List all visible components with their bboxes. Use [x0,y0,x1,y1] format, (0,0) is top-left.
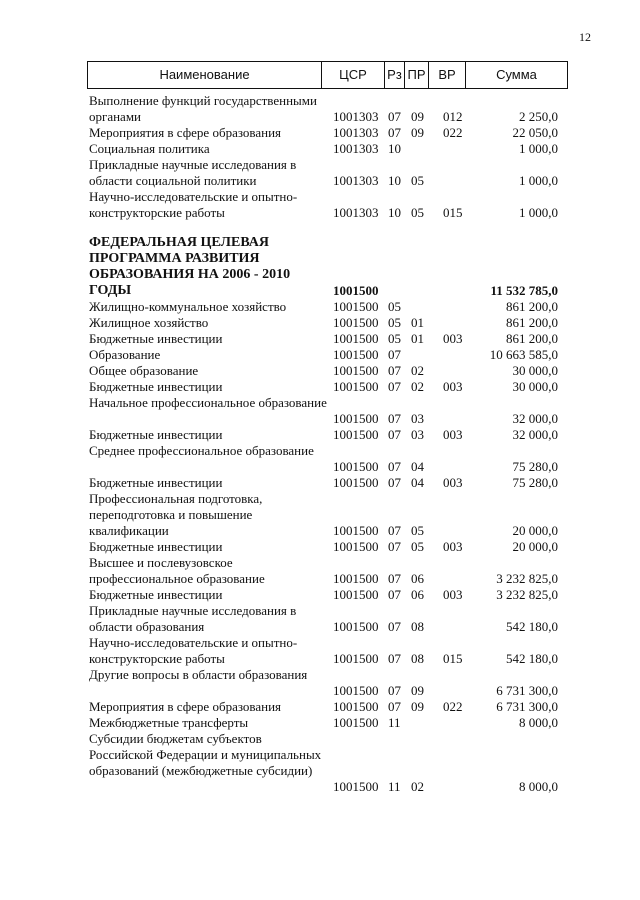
row-sum: 542 180,0 [506,651,558,666]
row-rz: 07 [388,571,401,586]
table-row [0,555,640,587]
row-csr: 1001500 [333,283,379,298]
row-name: ФЕДЕРАЛЬНАЯ ЦЕЛЕВАЯ ПРОГРАММА РАЗВИТИЯ ОБРАЗОВАНИЯ НА 2006 - 2010 ГОДЫ [89,235,291,298]
row-name: Бюджетные инвестиции [89,587,223,602]
table-row [0,299,640,315]
row-pr: 05 [411,539,424,554]
row-csr: 1001500 [333,619,379,634]
row-pr: 03 [411,411,424,426]
row-csr: 1001500 [333,459,379,474]
row-pr: 09 [411,109,424,124]
row-sum: 75 280,0 [512,459,558,474]
row-name: Субсидии бюджетам субъектов Российской Федерации и муниципальных образований (межбюджетные субсидии) [89,731,322,778]
row-rz: 07 [388,539,401,554]
row-pr: 02 [411,779,424,794]
table-row [0,347,640,363]
table-row [0,539,640,555]
row-rz: 05 [388,315,401,330]
row-csr: 1001500 [333,347,379,362]
row-csr: 1001500 [333,299,379,314]
row-sum: 22 050,0 [512,125,558,140]
row-pr: 04 [411,475,424,490]
row-sum: 861 200,0 [506,315,558,330]
row-csr: 1001500 [333,331,379,346]
row-name: Образование [89,347,161,362]
row-name: Среднее профессиональное образование [89,443,314,458]
row-rz: 07 [388,363,401,378]
table-row [0,427,640,443]
table-row [0,715,640,731]
row-sum: 8 000,0 [519,715,558,730]
row-name: Прикладные научные исследования в области образования [89,603,297,634]
row-csr: 1001303 [333,109,379,124]
row-pr: 03 [411,427,424,442]
row-sum: 32 000,0 [512,427,558,442]
row-name: Прикладные научные исследования в области социальной политики [89,157,297,188]
row-sum: 11 532 785,0 [490,283,558,298]
table-row [0,443,640,475]
table-row [0,189,640,221]
row-rz: 07 [388,427,401,442]
row-sum: 8 000,0 [519,779,558,794]
row-rz: 05 [388,299,401,314]
row-rz: 07 [388,587,401,602]
table-row-section [0,235,640,299]
row-csr: 1001303 [333,141,379,156]
row-vr: 015 [443,205,463,220]
row-rz: 07 [388,619,401,634]
row-csr: 1001500 [333,411,379,426]
row-name: Начальное профессиональное образование [89,395,327,410]
row-sum: 3 232 825,0 [496,587,558,602]
row-name: Научно-исследовательские и опытно-конструкторские работы [89,635,298,666]
header-vr: ВР [428,62,465,88]
row-pr: 04 [411,459,424,474]
row-name: Социальная политика [89,141,210,156]
row-name: Жилищное хозяйство [89,315,209,330]
row-sum: 32 000,0 [512,411,558,426]
row-pr: 02 [411,379,424,394]
table-row [0,125,640,141]
row-csr: 1001500 [333,715,379,730]
row-csr: 1001303 [333,125,379,140]
row-sum: 75 280,0 [512,475,558,490]
row-sum: 861 200,0 [506,331,558,346]
row-csr: 1001500 [333,315,379,330]
row-pr: 06 [411,587,424,602]
row-pr: 09 [411,699,424,714]
row-vr: 015 [443,651,463,666]
row-name: Межбюджетные трансферты [89,715,249,730]
row-csr: 1001500 [333,779,379,794]
table-row [0,157,640,189]
row-rz: 07 [388,475,401,490]
row-pr: 05 [411,173,424,188]
row-name: Мероприятия в сфере образования [89,699,282,714]
table-row [0,363,640,379]
table-row [0,379,640,395]
row-sum: 10 663 585,0 [489,347,558,362]
table-row [0,395,640,427]
row-sum: 1 000,0 [519,205,558,220]
row-rz: 07 [388,699,401,714]
row-vr: 003 [443,539,463,554]
table-row [0,475,640,491]
row-sum: 542 180,0 [506,619,558,634]
row-rz: 10 [388,173,401,188]
row-vr: 003 [443,427,463,442]
row-csr: 1001500 [333,539,379,554]
row-name: Бюджетные инвестиции [89,539,223,554]
row-sum: 6 731 300,0 [496,683,558,698]
row-pr: 01 [411,315,424,330]
table-header [87,61,568,89]
row-csr: 1001500 [333,651,379,666]
row-rz: 11 [388,779,401,794]
row-pr: 09 [411,683,424,698]
table-row [0,603,640,635]
row-name: Бюджетные инвестиции [89,331,223,346]
header-csr: ЦСР [321,62,384,88]
row-vr: 003 [443,379,463,394]
row-name: Жилищно-коммунальное хозяйство [89,299,287,314]
row-name: Другие вопросы в области образования [89,667,308,682]
page-number: 12 [579,30,591,44]
row-rz: 07 [388,109,401,124]
row-csr: 1001500 [333,523,379,538]
row-csr: 1001500 [333,683,379,698]
table-row [0,667,640,699]
header-sum: Сумма [465,62,567,88]
row-sum: 20 000,0 [512,539,558,554]
row-sum: 1 000,0 [519,173,558,188]
row-sum: 2 250,0 [519,109,558,124]
row-pr: 05 [411,523,424,538]
header-pr: ПР [404,62,428,88]
table-row [0,93,640,125]
row-csr: 1001500 [333,587,379,602]
row-csr: 1001500 [333,379,379,394]
row-vr: 012 [443,109,463,124]
row-sum: 20 000,0 [512,523,558,538]
table-row [0,141,640,157]
row-rz: 07 [388,379,401,394]
row-name: Выполнение функций государственными органами [89,93,317,124]
row-sum: 30 000,0 [512,363,558,378]
row-name: Бюджетные инвестиции [89,427,223,442]
row-rz: 07 [388,459,401,474]
row-name: Научно-исследовательские и опытно-конструкторские работы [89,189,298,220]
row-sum: 30 000,0 [512,379,558,394]
row-rz: 07 [388,683,401,698]
header-name: Наименование [159,67,250,82]
row-vr: 003 [443,475,463,490]
row-rz: 05 [388,331,401,346]
row-rz: 10 [388,205,401,220]
row-name: Общее образование [89,363,199,378]
row-rz: 07 [388,651,401,666]
table-body [0,93,640,795]
table-row [0,491,640,539]
row-sum: 6 731 300,0 [496,699,558,714]
row-sum: 3 232 825,0 [496,571,558,586]
header-rz: Рз [384,62,404,88]
row-sum: 1 000,0 [519,141,558,156]
row-rz: 07 [388,347,401,362]
table-row [0,315,640,331]
row-name: Мероприятия в сфере образования [89,125,282,140]
row-vr: 003 [443,587,463,602]
row-csr: 1001303 [333,205,379,220]
row-rz: 07 [388,523,401,538]
row-name: Профессиональная подготовка, переподготовка и повышение квалификации [89,491,263,538]
row-sum: 861 200,0 [506,299,558,314]
row-vr: 022 [443,699,463,714]
row-rz: 07 [388,411,401,426]
row-rz: 07 [388,125,401,140]
row-csr: 1001500 [333,427,379,442]
row-csr: 1001500 [333,571,379,586]
row-rz: 11 [388,715,401,730]
row-csr: 1001500 [333,699,379,714]
row-pr: 02 [411,363,424,378]
table-row [0,331,640,347]
table-row [0,635,640,667]
row-rz: 10 [388,141,401,156]
row-pr: 09 [411,125,424,140]
row-pr: 08 [411,651,424,666]
row-name: Бюджетные инвестиции [89,475,223,490]
row-vr: 003 [443,331,463,346]
row-csr: 1001500 [333,363,379,378]
row-pr: 01 [411,331,424,346]
row-csr: 1001500 [333,475,379,490]
table-row [0,587,640,603]
row-name: Бюджетные инвестиции [89,379,223,394]
row-pr: 06 [411,571,424,586]
row-csr: 1001303 [333,173,379,188]
row-vr: 022 [443,125,463,140]
row-pr: 08 [411,619,424,634]
table-row [0,731,640,795]
row-name: Высшее и послевузовское профессиональное образование [89,555,265,586]
row-pr: 05 [411,205,424,220]
table-row [0,699,640,715]
